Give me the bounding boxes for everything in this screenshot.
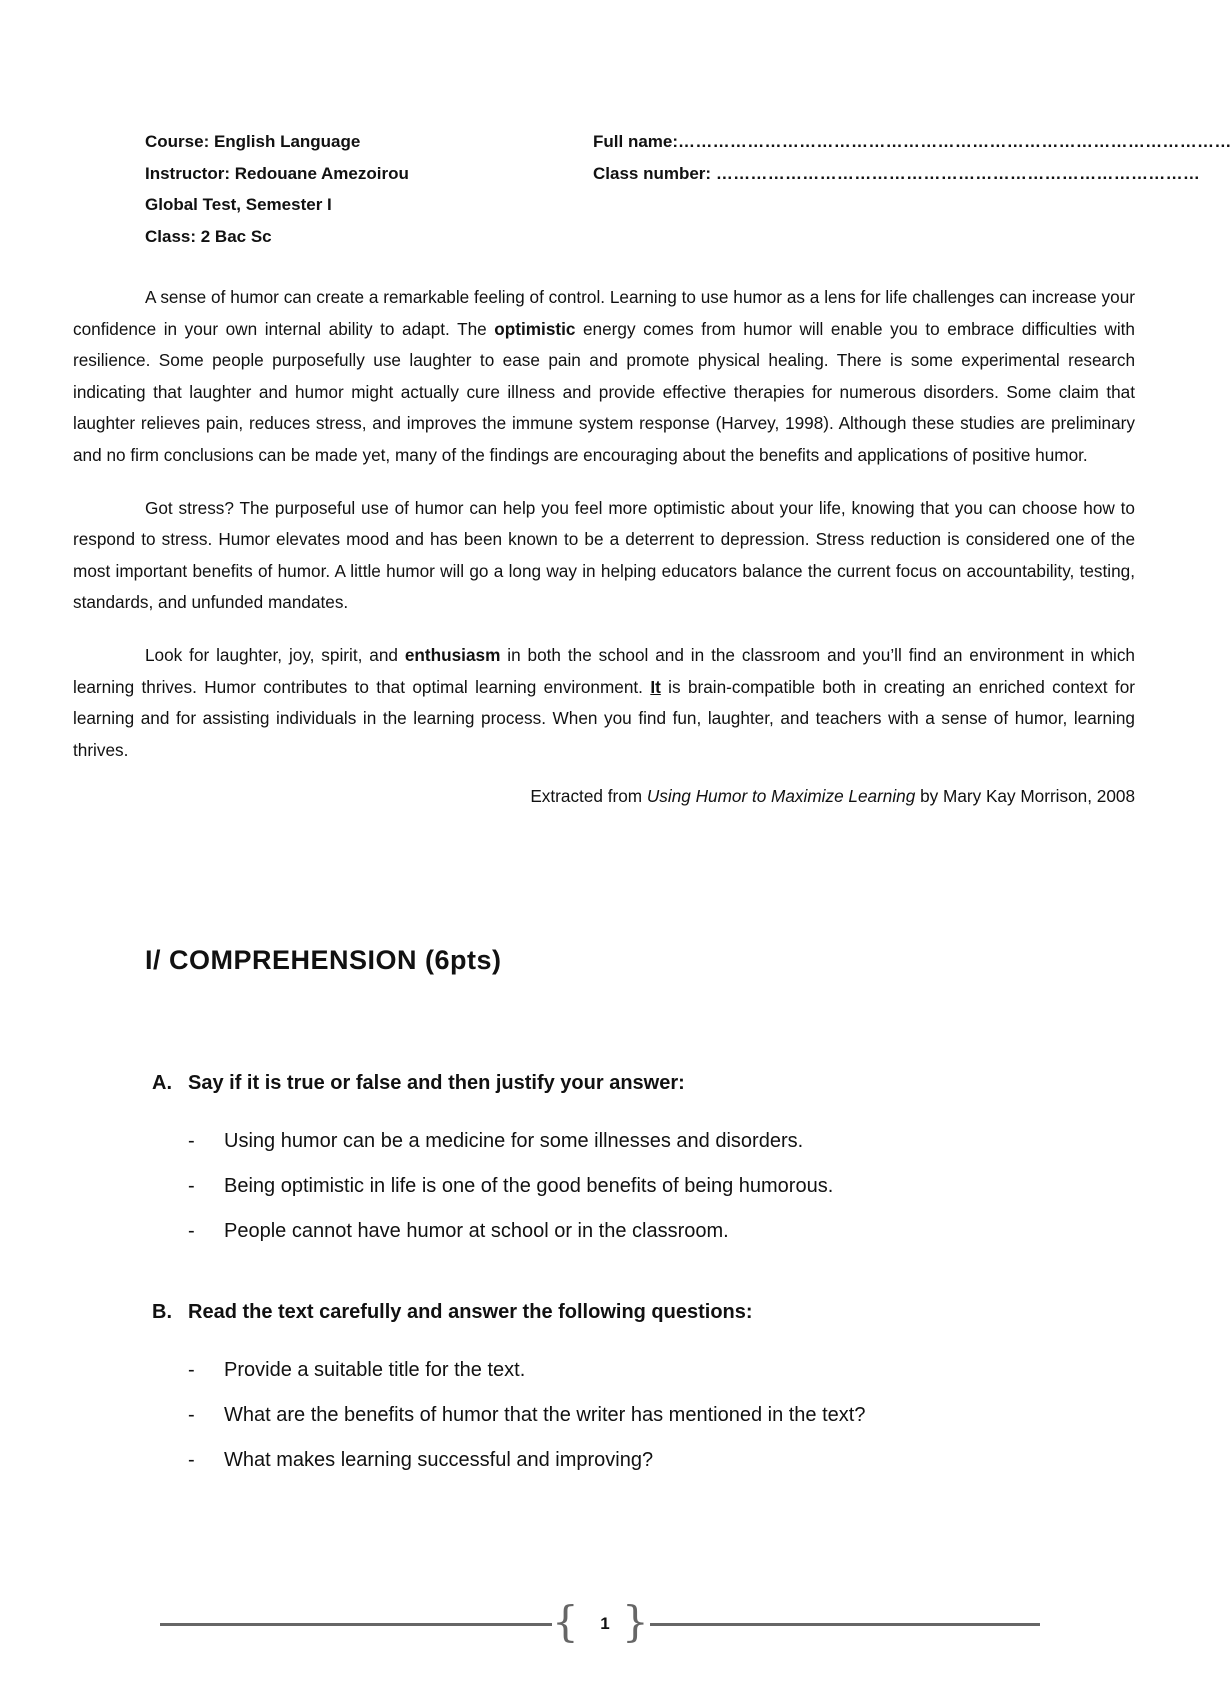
class-label: Class: 2 Bac Sc bbox=[145, 226, 272, 246]
footer-rule-right bbox=[650, 1623, 1040, 1626]
list-item bbox=[188, 1119, 833, 1164]
list-item bbox=[188, 1348, 865, 1393]
bullet-dash: - bbox=[188, 1404, 195, 1426]
list-item bbox=[188, 1164, 833, 1209]
keyword-it: It bbox=[650, 676, 661, 697]
full-name-field[interactable] bbox=[593, 126, 1232, 158]
list-item bbox=[188, 1209, 833, 1254]
keyword-optimistic: optimistic bbox=[494, 318, 576, 339]
passage-text: A sense of humor can create a remarkable feeling of control. Learning to use humor as a lens for life challenges can increase your confidence in your own internal ability to adapt. The bbox=[73, 287, 1135, 339]
task-b-letter: B. bbox=[152, 1301, 172, 1323]
question-text: What makes learning successful and improving? bbox=[224, 1449, 654, 1471]
passage-paragraph-3 bbox=[73, 640, 1135, 766]
bullet-dash: - bbox=[188, 1130, 195, 1152]
class-number-field[interactable] bbox=[593, 158, 1201, 190]
source-prefix: Extracted from bbox=[530, 786, 647, 807]
bullet-dash: - bbox=[188, 1359, 195, 1381]
passage-paragraph-1 bbox=[73, 282, 1135, 472]
page-number: 1 bbox=[600, 1614, 610, 1633]
keyword-enthusiasm: enthusiasm bbox=[404, 644, 501, 665]
class-number-dots: ………………………………………………………………………… bbox=[715, 163, 1201, 183]
task-a-list bbox=[188, 1119, 833, 1254]
list-item bbox=[188, 1438, 865, 1483]
page-footer bbox=[160, 1597, 1040, 1650]
left-brace-icon: { bbox=[552, 1597, 579, 1646]
statement-text: People cannot have humor at school or in the classroom. bbox=[224, 1220, 729, 1242]
bullet-dash: - bbox=[188, 1175, 195, 1197]
task-b-instruction bbox=[152, 1301, 753, 1324]
question-text: Provide a suitable title for the text. bbox=[224, 1359, 526, 1381]
passage-text: energy comes from humor will enable you to embrace difficulties with resilience. Some people purposefully use laughter to ease pain and promote physical healing. There is some experimental research indicating that laughter and humor might actually cure illness and provide effective therapies for numerous disorders. Some claim that laughter relieves pain, reduces stress, and improves the immune system response (Harvey, 1998). Although these studies are preliminary and no firm conclusions can be made yet, many of the findings are encouraging about the benefits and applications of positive humor. bbox=[73, 318, 1135, 465]
passage-text: is brain-compatible both in creating an enriched context for learning and for assisting individuals in the learning process. When you find fun, laughter, and teachers with a sense of humor, learning thrives. bbox=[73, 676, 1135, 760]
passage-paragraph-2: Got stress? The purposeful use of humor can help you feel more optimistic about your life, knowing that you can choose how to respond to stress. Humor elevates mood and has been known to be a deterrent to depression. Stress reduction is considered one of the most important benefits of humor. A little humor will go a long way in helping educators balance the current focus on accountability, testing, standards, and unfunded mandates. bbox=[73, 497, 1135, 613]
question-text: What are the benefits of humor that the writer has mentioned in the text? bbox=[224, 1404, 866, 1426]
task-a-letter: A. bbox=[152, 1072, 172, 1094]
full-name-dots: …………………………………………………………………………………… bbox=[678, 132, 1232, 151]
footer-rule-left bbox=[160, 1623, 552, 1626]
bullet-dash: - bbox=[188, 1449, 195, 1471]
statement-text: Being optimistic in life is one of the good benefits of being humorous. bbox=[224, 1175, 834, 1197]
passage-text: in both the school and in the classroom and you’ll find an environment in which learning thrives. Humor contributes to that optimal learning environment. bbox=[73, 644, 1135, 697]
source-book-title: Using Humor to Maximize Learning bbox=[646, 786, 916, 807]
task-a-instruction bbox=[152, 1072, 685, 1095]
task-a-text: Say if it is true or false and then justify your answer: bbox=[188, 1072, 685, 1094]
passage-text: Look for laughter, joy, spirit, and bbox=[145, 644, 405, 665]
task-b-list bbox=[188, 1348, 865, 1483]
bullet-dash: - bbox=[188, 1220, 195, 1242]
instructor-label: Instructor: Redouane Amezoirou bbox=[145, 163, 409, 183]
source-author: by Mary Kay Morrison, 2008 bbox=[915, 786, 1135, 807]
test-label: Global Test, Semester I bbox=[145, 195, 332, 214]
task-b-text: Read the text carefully and answer the following questions: bbox=[188, 1301, 753, 1323]
reading-passage bbox=[73, 282, 1135, 834]
passage-source bbox=[73, 781, 1135, 813]
header-student-info bbox=[593, 126, 1232, 189]
list-item bbox=[188, 1393, 865, 1438]
full-name-label: Full name: bbox=[593, 132, 679, 151]
section-title: I/ COMPREHENSION (6pts) bbox=[145, 945, 502, 975]
header-course-info bbox=[145, 126, 585, 252]
class-number-label: Class number: bbox=[593, 163, 716, 183]
right-brace-icon: } bbox=[622, 1597, 649, 1646]
statement-text: Using humor can be a medicine for some illnesses and disorders. bbox=[224, 1130, 804, 1152]
course-label: Course: English Language bbox=[145, 132, 361, 151]
